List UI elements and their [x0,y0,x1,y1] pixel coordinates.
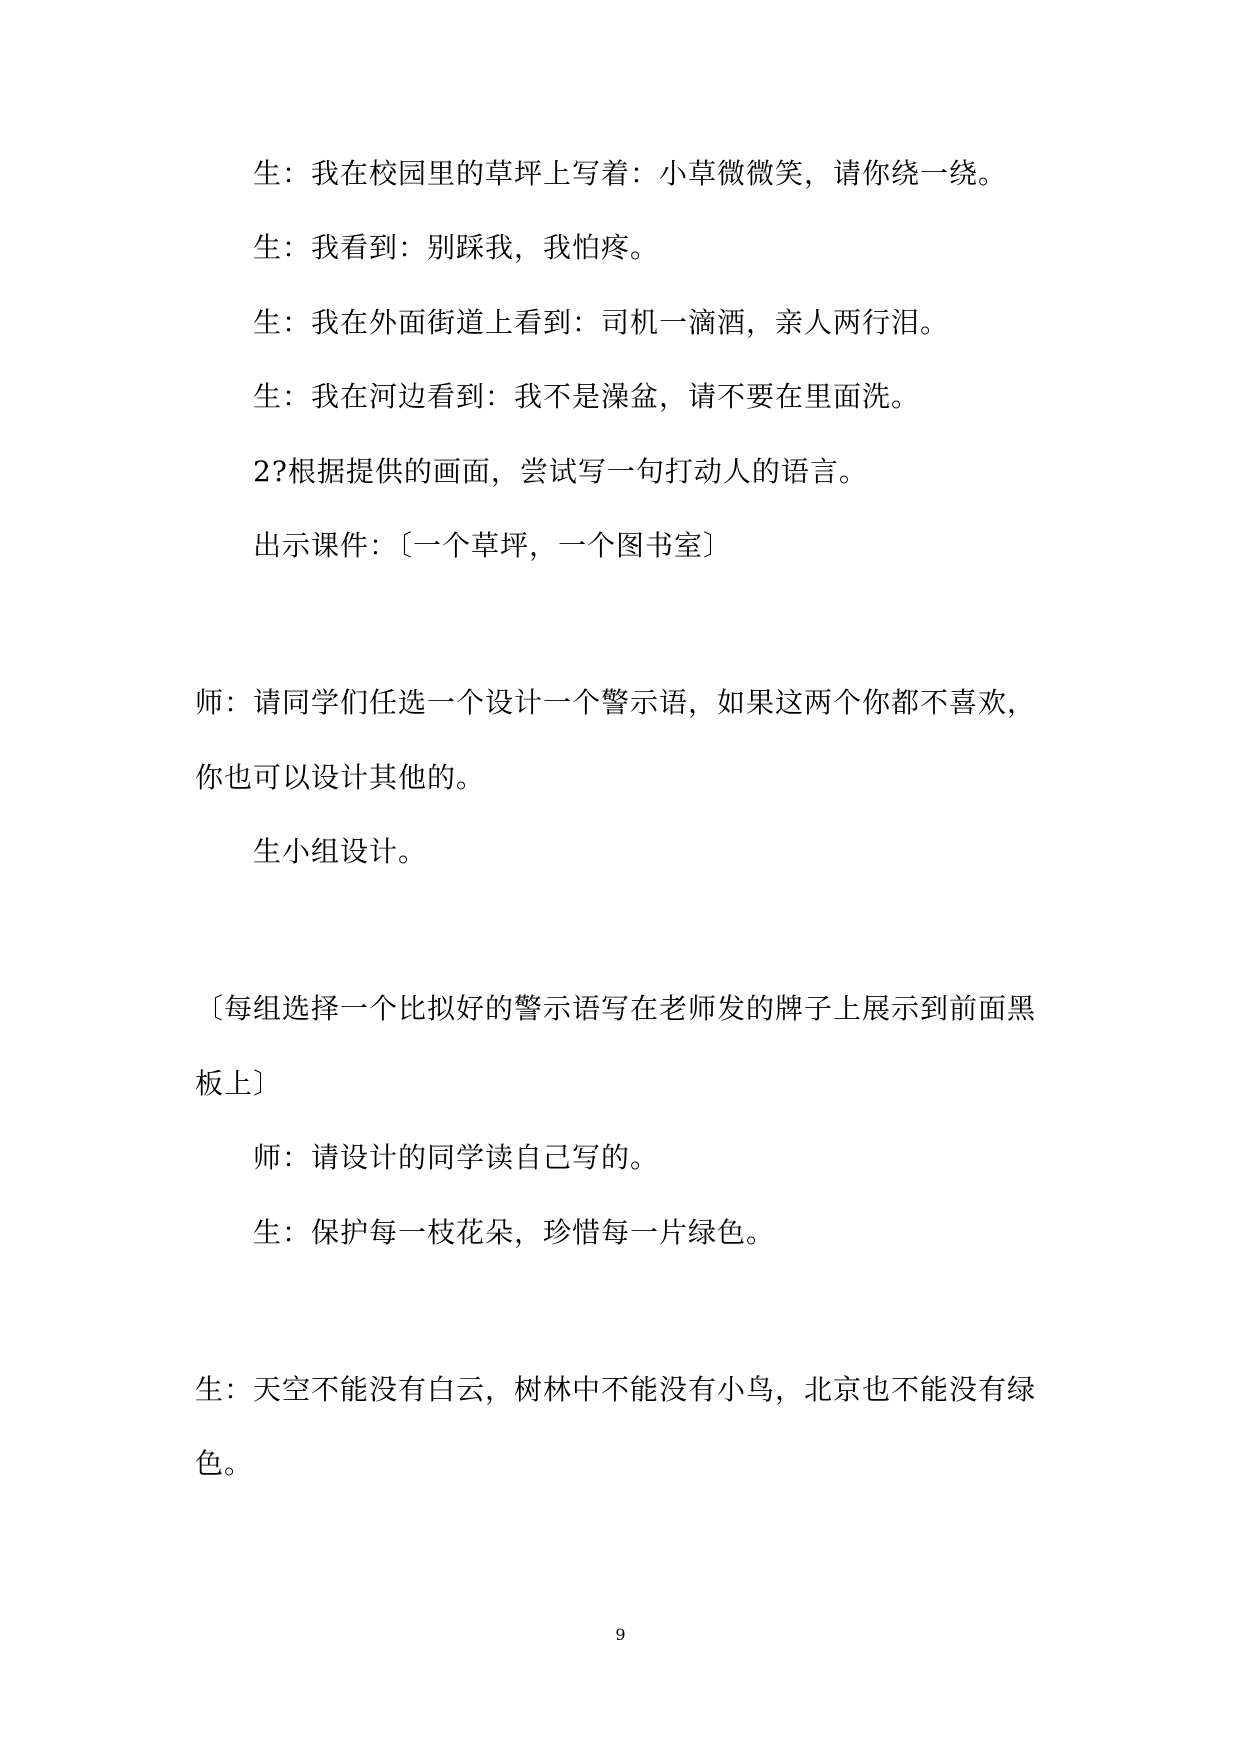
paragraph-line: 生小组设计。 [253,835,428,868]
paragraph-line: 板上〕 [195,1067,283,1100]
paragraph-line: 生：天空不能没有白云，树林中不能没有小鸟，北京也不能没有绿 [195,1373,1037,1406]
page-number: 9 [615,1625,626,1644]
paragraph-line: 2?根据提供的画面，尝试写一句打动人的语言。 [253,455,868,488]
paragraph-line: 你也可以设计其他的。 [195,761,486,794]
paragraph-line: 〔每组选择一个比拟好的警示语写在老师发的牌子上展示到前面黑 [195,992,1037,1025]
paragraph-line: 生：我看到：别踩我，我怕疼。 [253,231,660,264]
paragraph-line: 生：我在外面街道上看到：司机一滴酒，亲人两行泪。 [253,306,950,339]
paragraph-line: 色。 [195,1447,254,1480]
paragraph-line: 师：请设计的同学读自己写的。 [253,1141,660,1174]
paragraph-line: 出示课件：〔一个草坪，一个图书室〕 [253,529,733,562]
paragraph-line: 生：我在河边看到：我不是澡盆，请不要在里面洗。 [253,380,921,413]
paragraph-line: 生：保护每一枝花朵，珍惜每一片绿色。 [253,1216,776,1249]
paragraph-line: 师：请同学们任选一个设计一个警示语，如果这两个你都不喜欢， [195,686,1037,719]
paragraph-line: 生：我在校园里的草坪上写着：小草微微笑，请你绕一绕。 [253,157,1008,190]
